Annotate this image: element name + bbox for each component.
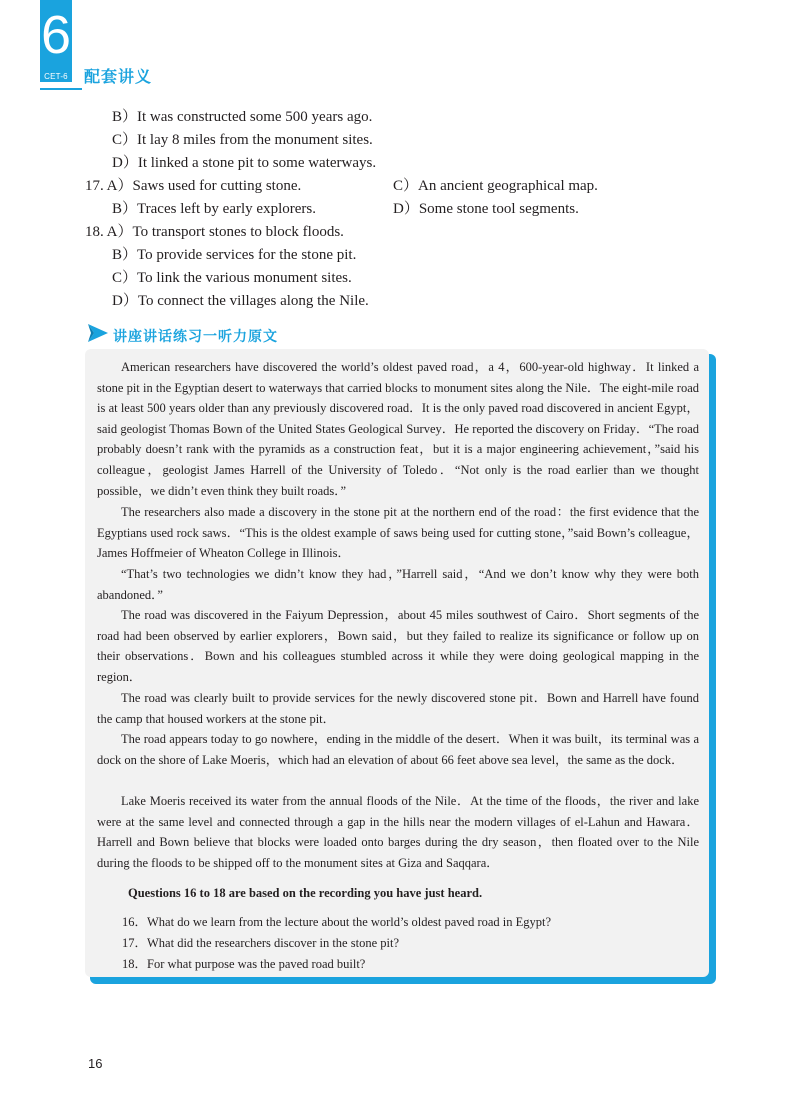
- transcript-paragraph: “That’s two technologies we didn’t know they had，”Harrell said，“And we don’t know why they were both abandoned．”: [97, 567, 699, 602]
- option-16-b: B）It was constructed some 500 years ago.: [112, 109, 373, 125]
- section-title: 讲座讲话练习一听力原文: [113, 329, 278, 345]
- page-title: 配套讲义: [84, 67, 153, 86]
- option-16-d: D）It linked a stone pit to some waterways.: [112, 155, 377, 171]
- option-18-a: 18. A）To transport stones to block floods.: [85, 224, 344, 240]
- option-18-d: D）To connect the villages along the Nile.: [112, 293, 369, 309]
- transcript-paragraph: Lake Moeris received its water from the annual floods of the Nile．At the time of the floods，the river and lake were at the same level and connected through a gap in the hills near the modern villages of el-Lahun and Hawara．Harrell and Bown believe that blocks were loaded onto barges during the dry season，then floated over to the Nile during the floods to be shipped off to the monument sites at Giza and Saqqara．: [97, 794, 699, 870]
- questions-heading: Questions 16 to 18 are based on the recording you have just heard.: [128, 886, 483, 900]
- transcript-paragraph: The researchers also made a discovery in the stone pit at the northern end of the road：the first evidence that the Egyptians used rock saws．“This is the oldest example of saws being used for cutting stone，”said Bown’s colleague，James Hoffmeier of Wheaton College in Illinois．: [97, 505, 699, 561]
- arrow-icon: [87, 323, 109, 343]
- question-18: 18．For what purpose was the paved road built?: [122, 957, 366, 971]
- page-number: 16: [88, 1056, 103, 1071]
- option-16-c: C）It lay 8 miles from the monument sites.: [112, 132, 373, 148]
- transcript-paragraph: The road appears today to go nowhere，ending in the middle of the desert．When it was built，its terminal was a dock on the shore of Lake Moeris，which had an elevation of about 66 feet above sea level，the same as the dock．: [97, 732, 699, 767]
- transcript-paragraph: The road was clearly built to provide services for the newly discovered stone pit．Bown and Harrell have found the camp that housed workers at the stone pit．: [97, 691, 699, 726]
- question-16: 16．What do we learn from the lecture about the world’s oldest paved road in Egypt?: [122, 915, 552, 929]
- transcript-paragraph: American researchers have discovered the world’s oldest paved road，a 4，600-year-old highway．It linked a stone pit in the Egyptian desert to waterways that carried blocks to monument sites along the Nile．The eight-mile road is at least 500 years older than any previously discovered road．It is the only paved road discovered in ancient Egypt，said geologist Thomas Bown of the United States Geological Survey．He reported the discovery on Friday．“The road probably doesn’t rank with the pyramids as a construction feat，but it is a major engineering achievement，”said his colleague，geologist James Harrell of the University of Toledo．“Not only is the road earlier than we thought possible，we didn’t even think they built roads．”: [97, 360, 699, 498]
- question-17: 17．What did the researchers discover in the stone pit?: [122, 936, 399, 950]
- exam-label: CET-6: [44, 72, 68, 81]
- transcript-paragraph: The road was discovered in the Faiyum Depression，about 45 miles southwest of Cairo．Short segments of the road had been observed by earlier explorers，Bown said，but they failed to realize its significance or follow up on their observations．Bown and his colleagues stumbled across it while they were doing geological mapping in the region．: [97, 608, 699, 684]
- option-17-c: C）An ancient geographical map.: [393, 178, 598, 194]
- header-divider: [40, 88, 82, 90]
- option-18-b: B）To provide services for the stone pit.: [112, 247, 357, 263]
- chapter-number: 6: [40, 5, 72, 65]
- option-17-b: B）Traces left by early explorers.: [112, 201, 316, 217]
- option-17-d: D）Some stone tool segments.: [393, 201, 579, 217]
- option-17-a: 17. A）Saws used for cutting stone.: [85, 178, 302, 194]
- option-18-c: C）To link the various monument sites.: [112, 270, 352, 286]
